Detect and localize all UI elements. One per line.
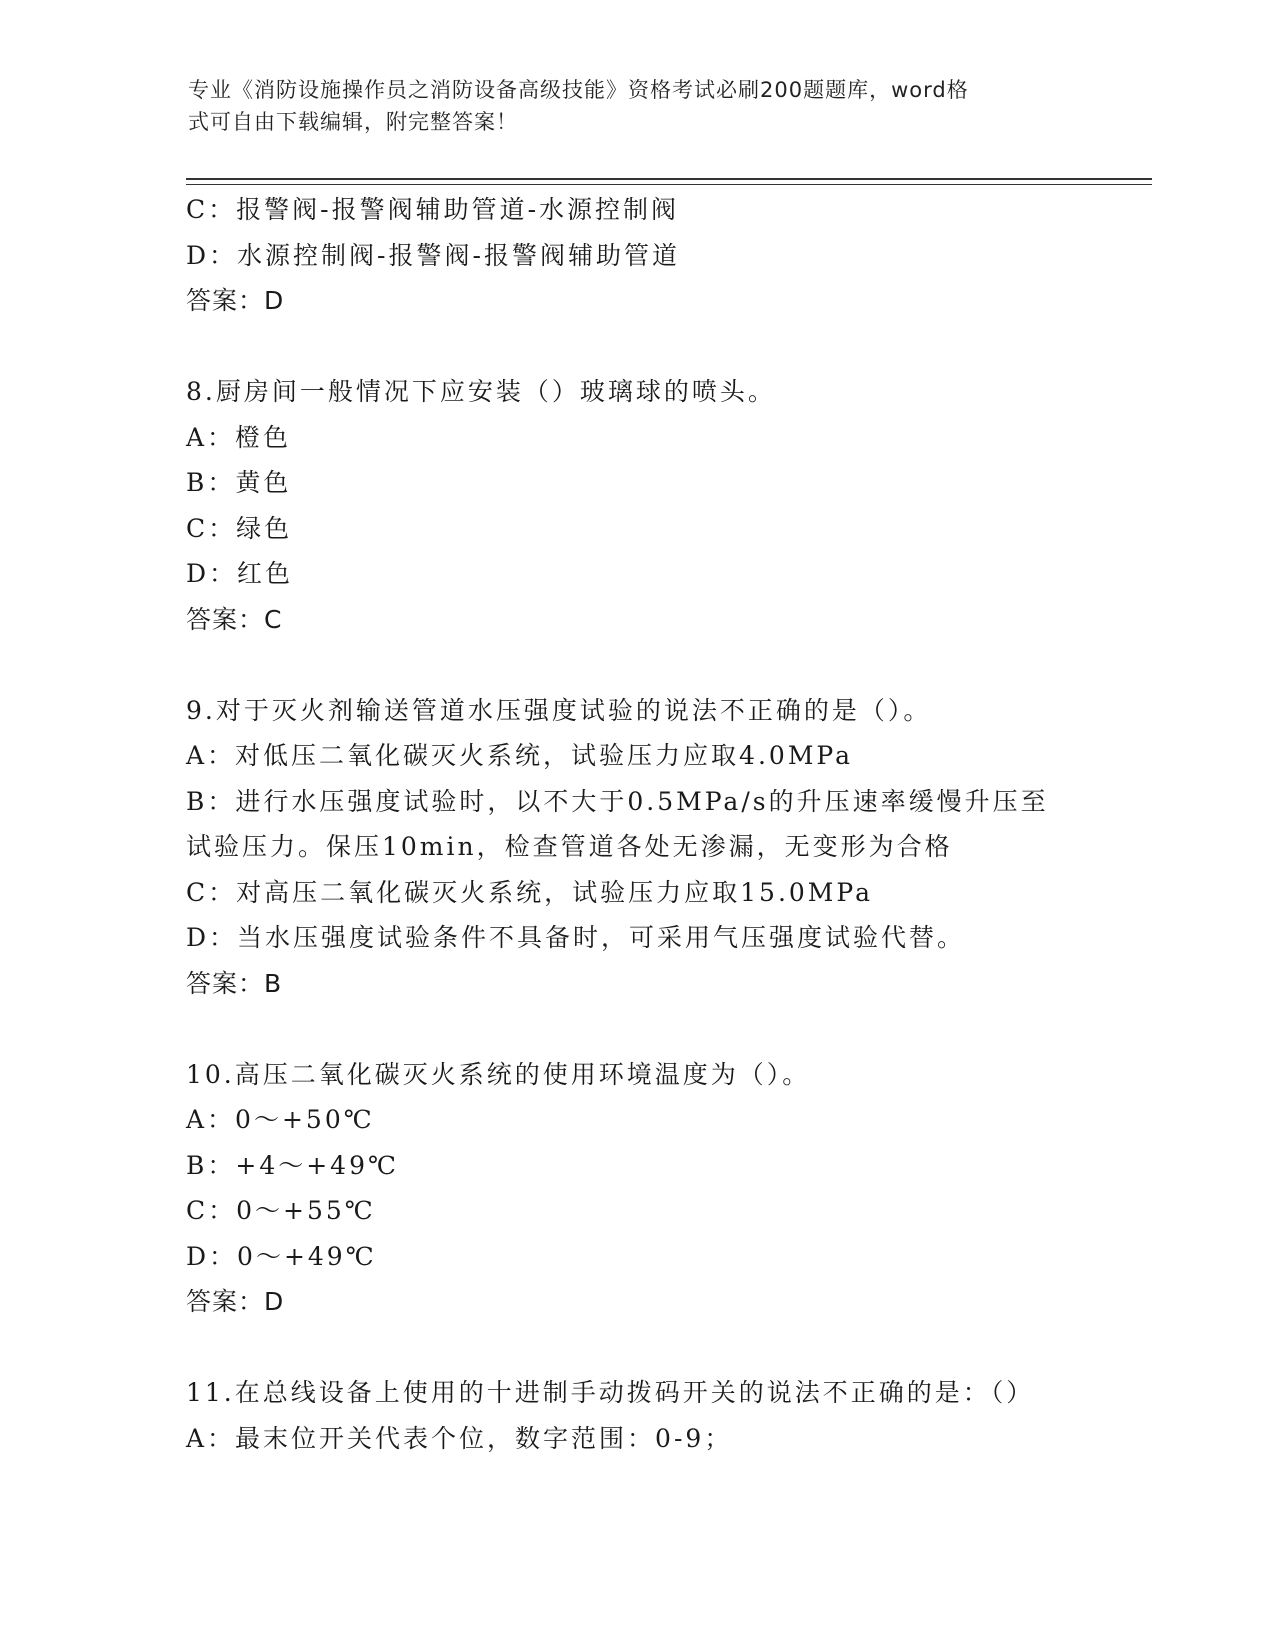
header-line-1: 专业《消防设施操作员之消防设备高级技能》资格考试必刷200题题库，word格 <box>188 78 969 102</box>
answer: 答案：B <box>186 968 283 998</box>
header-divider-thick <box>186 178 1152 180</box>
option-b: B：+4～+49℃ <box>186 1150 399 1180</box>
option-c: C：报警阀-报警阀辅助管道-水源控制阀 <box>186 195 680 224</box>
question-stem: 9.对于灭火剂输送管道水压强度试验的说法不正确的是（）。 <box>186 695 932 725</box>
option-c: C：对高压二氧化碳灭火系统，试验压力应取15.0MPa <box>186 877 873 907</box>
question-stem: 11.在总线设备上使用的十进制手动拨码开关的说法不正确的是：（） <box>186 1378 1035 1407</box>
question-9 <box>186 688 1086 1007</box>
option-d: D：红色 <box>186 559 294 588</box>
option-d: D：当水压强度试验条件不具备时，可采用气压强度试验代替。 <box>186 923 966 952</box>
document-header <box>188 74 1068 138</box>
header-line-2: 式可自由下载编辑，附完整答案！ <box>188 110 518 134</box>
spacer <box>186 1325 1086 1371</box>
option-c: C：绿色 <box>186 513 293 543</box>
option-d: D：0～+49℃ <box>186 1241 377 1271</box>
question-list <box>186 187 1086 1461</box>
question-11 <box>186 1370 1086 1461</box>
answer: 答案：C <box>186 604 283 634</box>
option-a: A：0～+50℃ <box>186 1105 375 1134</box>
header-divider-thin <box>186 184 1152 185</box>
spacer <box>186 1006 1086 1052</box>
answer: 答案：D <box>186 286 285 315</box>
option-b-line-2: 试验压力。保压10min，检查管道各处无渗漏，无变形为合格 <box>186 832 953 861</box>
option-c: C：0～+55℃ <box>186 1196 376 1225</box>
option-a: A：最末位开关代表个位，数字范围：0-9； <box>186 1423 733 1453</box>
option-a: A：橙色 <box>186 422 292 452</box>
spacer <box>186 324 1086 370</box>
question-stem: 10.高压二氧化碳灭火系统的使用环境温度为（）。 <box>186 1059 811 1089</box>
question-8 <box>186 369 1086 642</box>
option-d: D：水源控制阀-报警阀-报警阀辅助管道 <box>186 240 680 270</box>
answer: 答案：D <box>186 1287 285 1316</box>
question-10 <box>186 1052 1086 1325</box>
question-7 <box>186 187 1086 324</box>
question-stem: 8.厨房间一般情况下应安装（）玻璃球的喷头。 <box>186 377 776 406</box>
spacer <box>186 642 1086 688</box>
option-b-line-1: B：进行水压强度试验时，以不大于0.5MPa/s的升压速率缓慢升压至 <box>186 786 1049 816</box>
option-b: B：黄色 <box>186 468 292 497</box>
option-a: A：对低压二氧化碳灭火系统，试验压力应取4.0MPa <box>186 741 854 770</box>
